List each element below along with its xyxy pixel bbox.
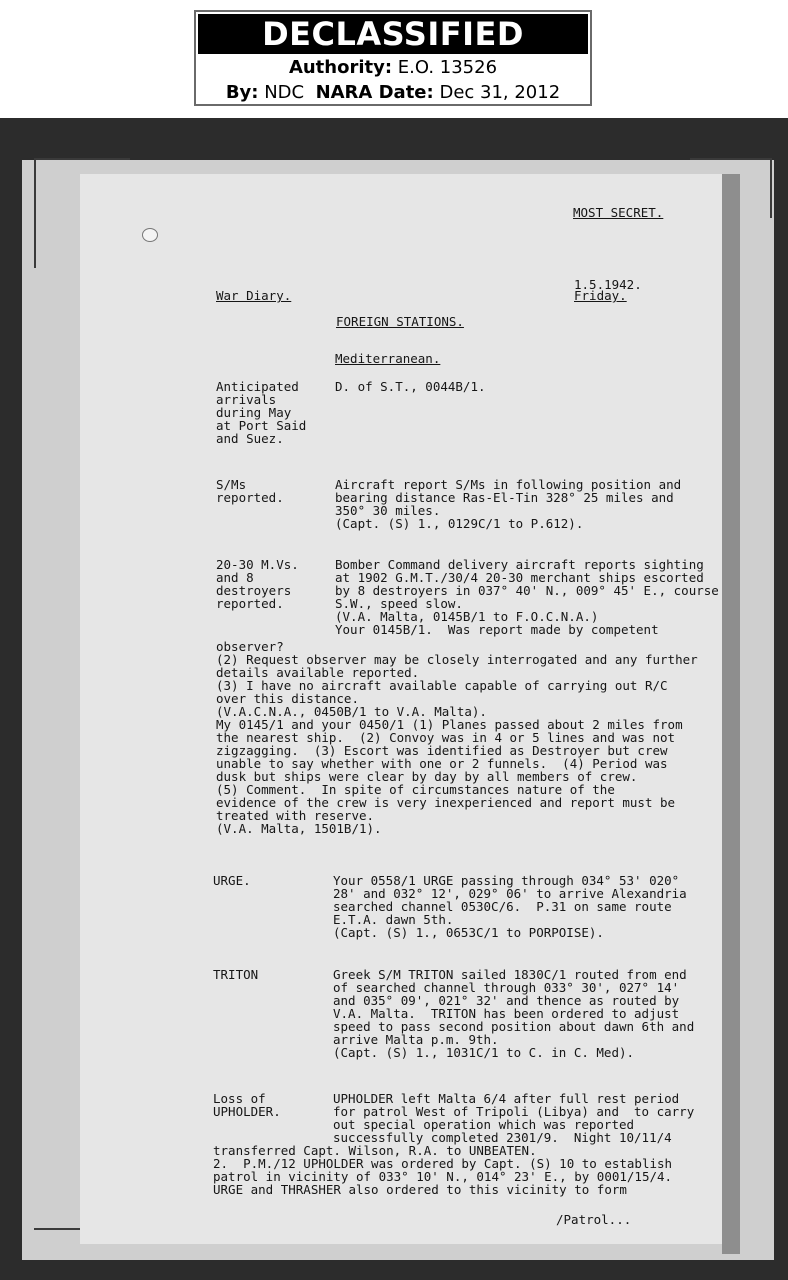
mvs-heading: 20-30 M.Vs. and 8 destroyers reported.	[216, 557, 299, 611]
sms-heading: S/Ms reported.	[216, 477, 284, 505]
triton-body: Greek S/M TRITON sailed 1830C/1 routed from end of searched channel through 033° 30', 027° 14' and 035° 09', 021° 32' and thence as routed by V.A. Malta. TRITON has been ordered to adjust speed to pass second position about dawn 6th and arrive Malta p.m. 9th. (Capt. (S) 1., 1031C/1 to C. in C. Med).	[333, 967, 695, 1060]
arrivals-heading: Anticipated arrivals during May at Port Said and Suez.	[216, 379, 307, 446]
stamp-title: DECLASSIFIED	[198, 14, 588, 54]
subsection-heading: Mediterranean.	[335, 351, 441, 366]
mvs-continuation: observer? (2) Request observer may be closely interrogated and any further details available reported. (3) I have no aircraft available capable of carrying out R/C over this distance. (V.A.C.N.A., 0450B/1 to V.A. Malta). My 0145/1 and your 0450/1 (1) Planes passed about 2 miles from the nearest ship. (2) Convoy was in 4 or 5 lines and was not zigzagging. (3) Escort was identified as Destroyer but crew unable to say whether with one or 2 funnels. (4) Period was dusk but ships were clear by day by all members of crew. (5) Comment. In spite of circumstances nature of the evidence of the crew is very inexperienced and report must be treated with reserve. (V.A. Malta, 1501B/1).	[216, 639, 698, 836]
upholder-continuation: transferred Capt. Wilson, R.A. to UNBEATEN. 2. P.M./12 UPHOLDER was ordered by Capt. (S) 10 to establish patrol in vicinity of 033° 10' N., 014° 23' E., by 0001/15/4. URGE and THRASHER also ordered to this vicinity to form	[213, 1143, 673, 1197]
punch-hole	[142, 228, 158, 242]
by-label: By:	[225, 82, 259, 103]
nara-label: NARA Date:	[315, 82, 434, 103]
stamp-by-date	[196, 81, 590, 105]
diary-day: Friday.	[574, 288, 627, 303]
triton-heading: TRITON	[213, 967, 259, 982]
fold-mark-left	[34, 158, 130, 160]
classification-mark: MOST SECRET.	[573, 205, 664, 220]
by-value: NDC	[264, 82, 305, 103]
page-edge-shadow	[722, 174, 740, 1254]
catchword: /Patrol...	[556, 1212, 632, 1227]
section-heading: FOREIGN STATIONS.	[336, 314, 464, 329]
authority-value: E.O. 13526	[397, 57, 498, 78]
declassification-stamp	[194, 10, 592, 106]
nara-value: Dec 31, 2012	[439, 82, 561, 103]
authority-label: Authority:	[288, 57, 393, 78]
upholder-body: UPHOLDER left Malta 6/4 after full rest period for patrol West of Tripoli (Libya) and to carry out special operation which was reported successfully completed 2301/9. Night 10/11/4	[333, 1091, 695, 1145]
mvs-body: Bomber Command delivery aircraft reports sighting at 1902 G.M.T./30/4 20-30 merchant ships escorted by 8 destroyers in 037° 40' N., 009° 45' E., course S.W., speed slow. (V.A. Malta, 0145B/1 to F.O.C.N.A.) Your 0145B/1. Was report made by competent	[335, 557, 719, 637]
urge-heading: URGE.	[213, 873, 251, 888]
diary-date: 1.5.1942.	[574, 277, 642, 292]
fold-mark-right	[690, 158, 772, 160]
urge-body: Your 0558/1 URGE passing through 034° 53' 020° 28' and 032° 12', 029° 06' to arrive Alexandria searched channel 0530C/6. P.31 on same route E.T.A. dawn 5th. (Capt. (S) 1., 0653C/1 to PORPOISE).	[333, 873, 687, 940]
fold-mark-left-vertical	[34, 158, 36, 268]
fold-mark-right-vertical	[770, 158, 772, 218]
stamp-authority	[196, 56, 590, 80]
arrivals-body: D. of S.T., 0044B/1.	[335, 379, 486, 394]
upholder-heading: Loss of UPHOLDER.	[213, 1091, 281, 1119]
sms-body: Aircraft report S/Ms in following position and bearing distance Ras-El-Tin 328° 25 miles and 350° 30 miles. (Capt. (S) 1., 0129C/1 to P.612).	[335, 477, 682, 531]
diary-title: War Diary.	[216, 288, 292, 303]
